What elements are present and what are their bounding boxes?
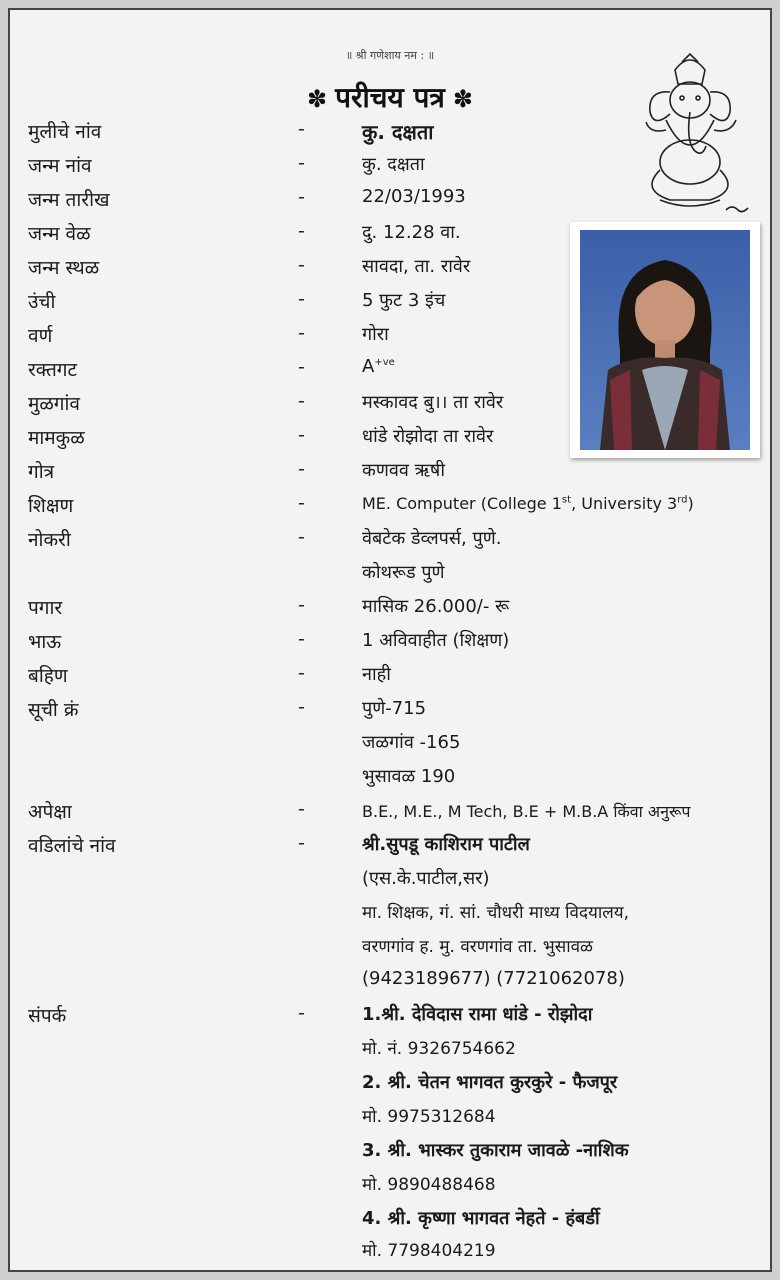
dash: - — [298, 390, 305, 412]
details-list — [10, 10, 770, 1270]
contact-phone: मो. 9975312684 — [362, 1107, 496, 1127]
dash: - — [298, 288, 305, 310]
value-education: ME. Computer (College 1st, University 3rd) — [362, 494, 694, 513]
label-maternal-family: मामकुळ — [28, 427, 85, 449]
contact-name: 4. श्री. कृष्णा भागवत नेहते - हंबर्डी — [362, 1208, 600, 1229]
flower-icon: ✽ — [307, 85, 328, 113]
label-complexion: वर्ण — [28, 325, 53, 347]
value-height: 5 फुट 3 इंच — [362, 290, 446, 311]
value-birth-name: कु. दक्षता — [362, 154, 425, 175]
label-brother: भाऊ — [28, 631, 62, 653]
label-contact: संपर्क — [28, 1005, 67, 1027]
value-salary: मासिक 26.000/- रू — [362, 596, 510, 617]
label-height: उंची — [28, 291, 56, 313]
value-expectation: B.E., M.E., M Tech, B.E + M.B.A किंवा अनुरूप — [362, 802, 691, 821]
value-birth-date: 22/03/1993 — [362, 186, 466, 207]
dash: - — [298, 662, 305, 684]
label-list-number: सूची क्रं — [28, 699, 79, 721]
value-father-name: श्री.सुपडू काशिराम पाटील — [362, 834, 530, 855]
label-girl-name: मुलीचे नांव — [28, 121, 102, 143]
value-list-bhusawal: भुसावळ 190 — [362, 766, 456, 787]
contact-phone: मो. 9890488468 — [362, 1175, 496, 1195]
label-expectation: अपेक्षा — [28, 801, 72, 823]
title-text: परीचय पत्र — [335, 81, 445, 114]
flower-icon: ✽ — [452, 85, 473, 113]
label-job: नोकरी — [28, 529, 71, 551]
label-blood-group: रक्तगट — [28, 359, 78, 381]
value-girl-name: कु. दक्षता — [362, 120, 434, 144]
dash: - — [298, 696, 305, 718]
value-brother: 1 अविवाहीत (शिक्षण) — [362, 630, 510, 651]
label-birth-place: जन्म स्थळ — [28, 257, 100, 279]
contact-name: 1.श्री. देविदास रामा धांडे - रोझोदा — [362, 1004, 593, 1025]
value-native-village: मस्कावद बु।। ता रावेर — [362, 392, 504, 413]
value-father-address: वरणगांव ह. मु. वरणगांव ता. भुसावळ — [362, 937, 593, 957]
value-gotra: कणवव ऋषी — [362, 460, 445, 481]
dash: - — [298, 526, 305, 548]
label-birth-time: जन्म वेळ — [28, 223, 91, 245]
contact-name: 2. श्री. चेतन भागवत कुरकुरे - फैजपूर — [362, 1072, 618, 1093]
contact-phone: मो. 7798404219 — [362, 1241, 496, 1261]
biodata-page — [8, 8, 772, 1272]
invocation-text: ॥ श्री गणेशाय नम : ॥ — [345, 49, 435, 62]
value-job: वेबटेक डेव्लपर्स, पुणे. — [362, 528, 502, 549]
dash: - — [298, 186, 305, 208]
dash: - — [298, 424, 305, 446]
label-education: शिक्षण — [28, 495, 74, 517]
label-gotra: गोत्र — [28, 461, 55, 483]
value-list-jalgaon: जळगांव -165 — [362, 732, 461, 753]
label-birth-date: जन्म तारीख — [28, 189, 110, 211]
value-maternal-family: धांडे रोझोदा ता रावेर — [362, 426, 494, 447]
dash: - — [298, 492, 305, 514]
label-father-name: वडिलांचे नांव — [28, 835, 116, 857]
contact-name: 3. श्री. भास्कर तुकाराम जावळे -नाशिक — [362, 1140, 629, 1161]
value-blood-group: $A^{+ve}$ — [362, 356, 395, 377]
label-sister: बहिण — [28, 665, 68, 687]
dash: - — [298, 458, 305, 480]
contact-phone: मो. नं. 9326754662 — [362, 1039, 516, 1059]
dash: - — [298, 322, 305, 344]
value-sister: नाही — [362, 664, 391, 685]
value-father-phones: (9423189677) (7721062078) — [362, 968, 625, 989]
dash: - — [298, 832, 305, 854]
value-father-alias: (एस.के.पाटील,सर) — [362, 868, 490, 889]
value-birth-place: सावदा, ता. रावेर — [362, 256, 471, 277]
label-salary: पगार — [28, 597, 63, 619]
label-birth-name: जन्म नांव — [28, 155, 92, 177]
value-list-pune: पुणे-715 — [362, 698, 427, 719]
value-job-location: कोथरूड पुणे — [362, 562, 445, 583]
dash: - — [298, 356, 305, 378]
dash: - — [298, 220, 305, 242]
dash: - — [298, 118, 305, 140]
value-complexion: गोरा — [362, 324, 389, 345]
dash: - — [298, 254, 305, 276]
value-birth-time: दु. 12.28 वा. — [362, 222, 461, 243]
dash: - — [298, 594, 305, 616]
dash: - — [298, 628, 305, 650]
label-native-village: मुळगांव — [28, 393, 80, 415]
dash: - — [298, 152, 305, 174]
dash: - — [298, 798, 305, 820]
value-father-job: मा. शिक्षक, गं. सां. चौधरी माध्य विदयालय, — [362, 903, 630, 923]
dash: - — [298, 1002, 305, 1024]
